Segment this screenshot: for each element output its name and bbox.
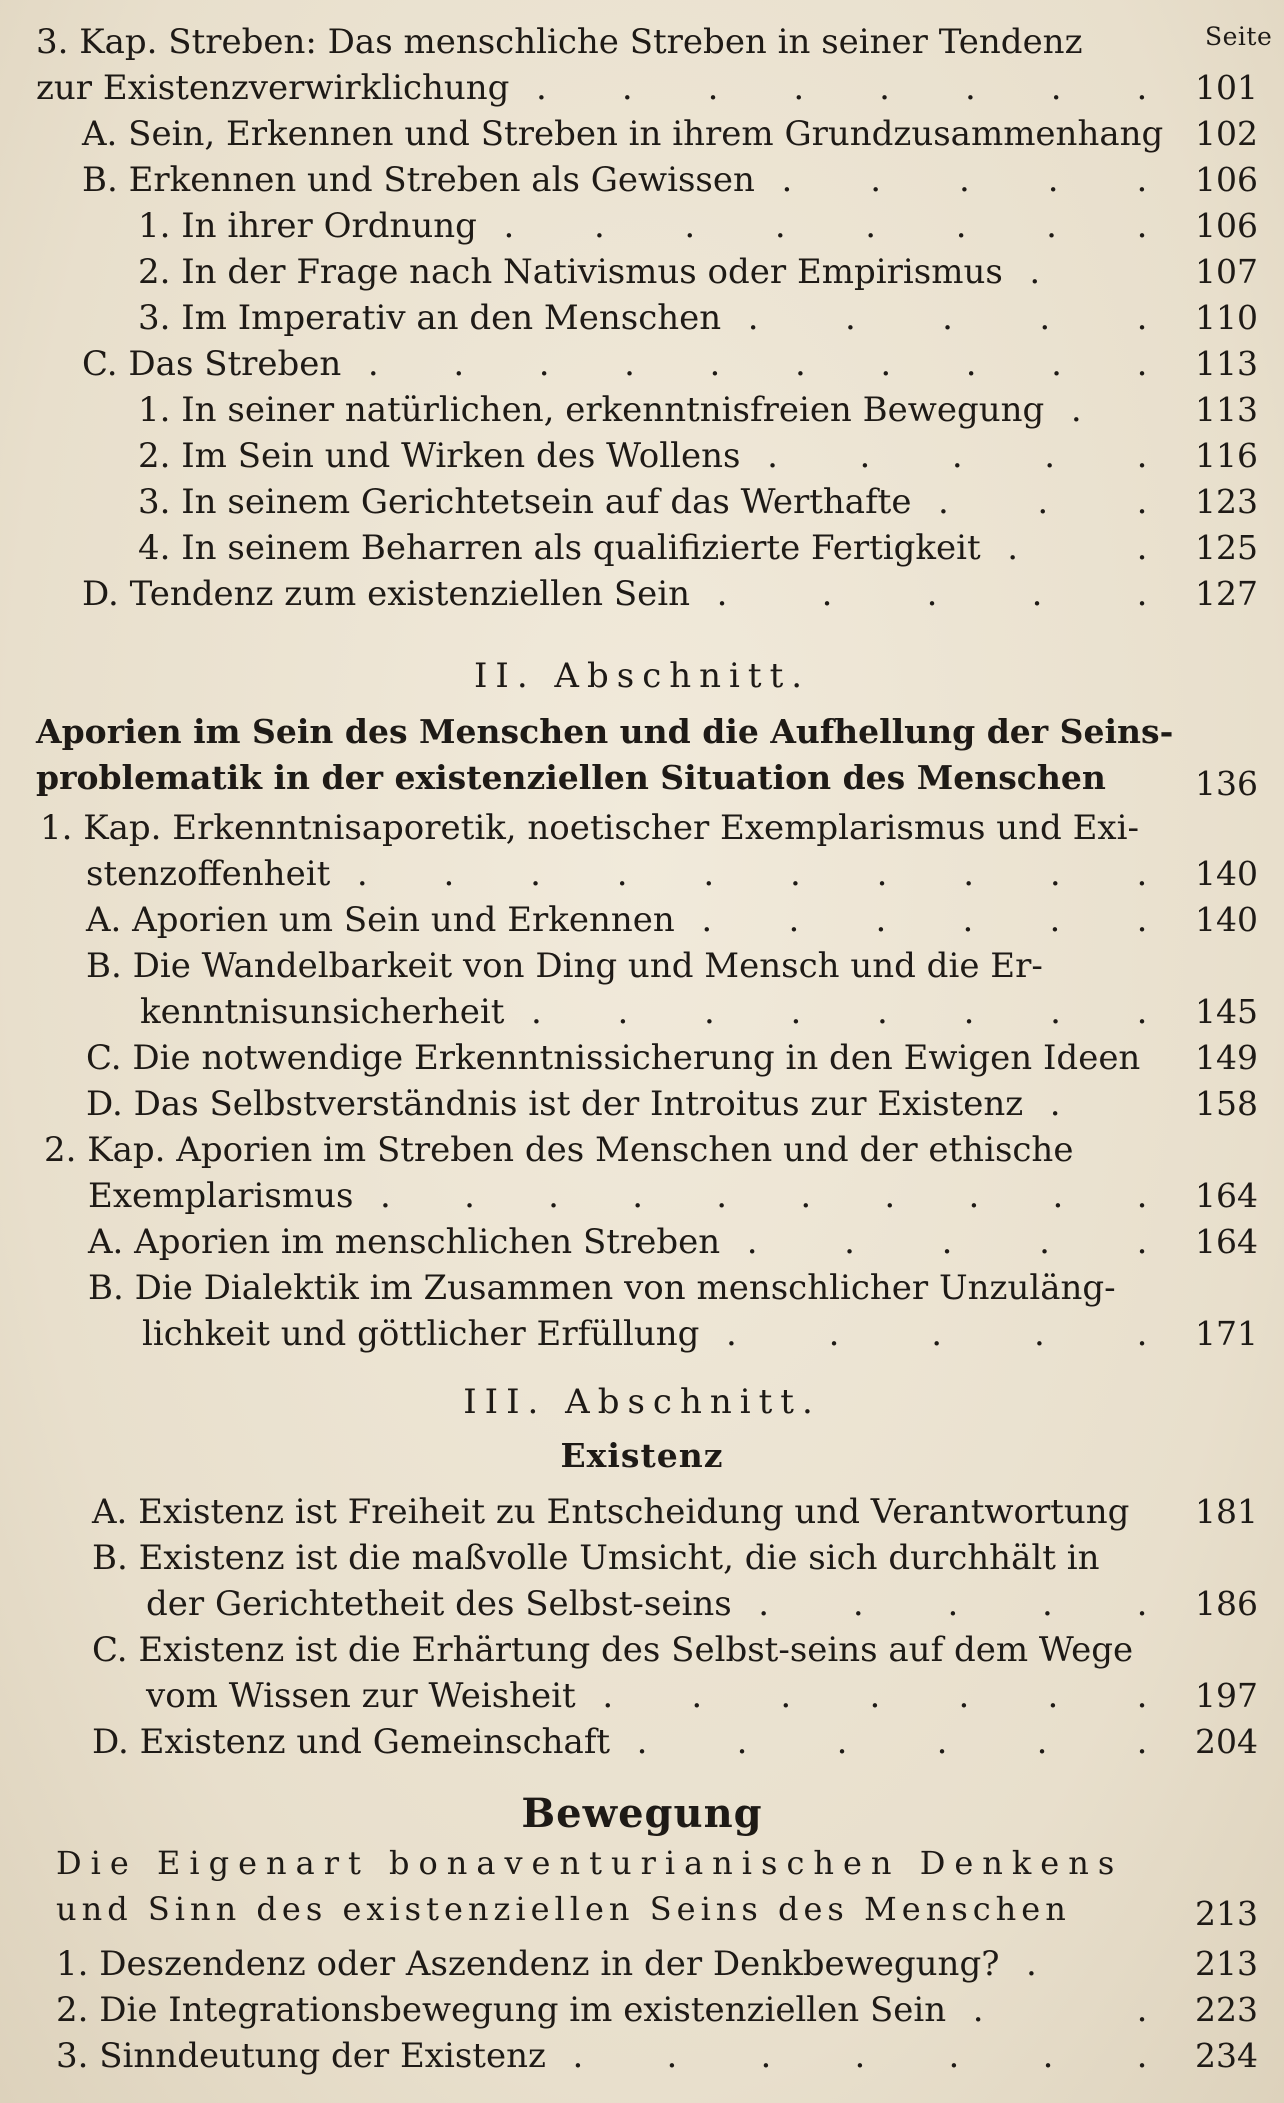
toc-line: [0, 160, 1284, 206]
section-3-heading: III. Abschnitt.: [463, 1382, 821, 1422]
toc-line-text: B. Die Dialektik im Zusammen von menschlicher Unzuläng-: [88, 1268, 1116, 1308]
dot-leader: [769, 160, 1160, 200]
dot-leader: [355, 344, 1160, 384]
leader-dot: .: [726, 1314, 737, 1354]
toc-line: [0, 2036, 1284, 2082]
toc-line-page: 213: [1195, 1944, 1258, 1983]
leader-dot: .: [701, 900, 713, 940]
leader-dot: .: [1050, 68, 1062, 108]
toc-line-page: 127: [1195, 574, 1258, 613]
toc-line-text: C. Die notwendige Erkenntnissicherung in den Ewigen Ideen: [86, 1038, 1141, 1078]
toc-line-page: 116: [1195, 436, 1258, 475]
dot-leader: [925, 482, 1160, 522]
leader-dot: .: [503, 206, 515, 246]
leader-dot: .: [1136, 1584, 1148, 1624]
leader-dot: .: [1136, 160, 1148, 200]
toc-line: [0, 298, 1284, 344]
dot-leader: [560, 2036, 1160, 2076]
toc-line-text: C. Das Streben: [82, 344, 342, 384]
leader-dot: .: [964, 68, 976, 108]
toc-line-page: 106: [1195, 160, 1258, 199]
toc-line: [0, 1314, 1284, 1360]
leader-dot: .: [636, 1722, 648, 1762]
toc-line-text: D. Das Selbstverständnis ist der Introitus zur Existenz: [86, 1084, 1024, 1124]
toc-line-text: kenntnisunsicherheit: [140, 992, 505, 1032]
leader-dot: .: [684, 206, 696, 246]
toc-line: [0, 574, 1284, 620]
leader-dot: .: [367, 344, 379, 384]
toc-line-text: 1. Deszendenz oder Aszendenz in der Denkbewegung?: [56, 1944, 1000, 1984]
leader-dot: .: [616, 854, 628, 894]
toc-line: [0, 206, 1284, 252]
dot-leader: [1037, 1084, 1160, 1124]
leader-dot: .: [963, 854, 975, 894]
leader-dot: .: [972, 1990, 984, 2030]
toc-line: [0, 344, 1284, 390]
toc-line-text: 2. Kap. Aporien im Streben des Menschen und der ethische: [44, 1130, 1074, 1170]
toc-line-text: 2. Die Integrationsbewegung im existenziellen Sein: [56, 1990, 947, 2030]
dot-leader: [960, 1990, 1160, 2030]
toc-line: [0, 252, 1284, 298]
dot-leader: [491, 206, 1160, 246]
toc-line-text: B. Die Wandelbarkeit von Ding und Mensch und die Er-: [86, 946, 1043, 986]
dot-leader: [590, 1676, 1160, 1716]
leader-dot: .: [747, 298, 759, 338]
leader-dot: .: [854, 2036, 866, 2076]
final-heading: Bewegung: [521, 1790, 763, 1837]
toc-line-page: 164: [1195, 1176, 1258, 1215]
leader-dot: .: [1037, 482, 1049, 522]
leader-dot: .: [1136, 854, 1148, 894]
leader-dot: .: [621, 68, 633, 108]
leader-dot: .: [1026, 1944, 1037, 1984]
toc-line-text: stenzoffenheit: [86, 854, 331, 894]
toc-line-page: 223: [1195, 1990, 1258, 2029]
leader-dot: .: [852, 1584, 864, 1624]
dot-leader: [713, 1314, 1160, 1354]
toc-line-page: 140: [1195, 900, 1258, 939]
toc-line-page: 110: [1195, 298, 1258, 337]
leader-dot: .: [1136, 206, 1148, 246]
leader-dot: .: [781, 160, 793, 200]
page-column-label: Seite: [1205, 22, 1273, 51]
leader-dot: .: [789, 854, 801, 894]
leader-dot: .: [800, 1176, 812, 1216]
dot-leader: [344, 854, 1160, 894]
toc-line: [0, 1268, 1284, 1314]
leader-dot: .: [936, 1722, 948, 1762]
toc-line-text: A. Sein, Erkennen und Streben in ihrem Grundzusammenhang: [82, 114, 1164, 154]
leader-dot: .: [1049, 854, 1061, 894]
toc-line-text: zur Existenzverwirklichung: [36, 68, 510, 108]
leader-dot: .: [870, 160, 882, 200]
leader-dot: .: [958, 1676, 970, 1716]
toc-line-page: 204: [1195, 1722, 1258, 1761]
toc-line-page: 123: [1195, 482, 1258, 521]
section-3-title: Existenz: [560, 1436, 724, 1475]
leader-dot: .: [1136, 1722, 1148, 1762]
toc-line-text: 2. Im Sein und Wirken des Wollens: [138, 436, 741, 476]
leader-dot: .: [821, 574, 833, 614]
toc-line-text: 2. In der Frage nach Nativismus oder Empirismus: [138, 252, 1003, 292]
leader-dot: .: [938, 482, 949, 522]
toc-line: [0, 992, 1284, 1038]
leader-dot: .: [1136, 1222, 1148, 1262]
leader-dot: .: [1047, 160, 1059, 200]
toc-line: [0, 1722, 1284, 1768]
leader-dot: .: [1036, 1722, 1048, 1762]
leader-dot: .: [884, 1176, 896, 1216]
toc-line-page: 181: [1195, 1492, 1258, 1531]
leader-dot: .: [877, 992, 888, 1032]
leader-dot: .: [443, 854, 455, 894]
leader-dot: .: [1039, 298, 1051, 338]
dot-leader: [523, 68, 1160, 108]
toc-line: [0, 22, 1284, 68]
leader-dot: .: [951, 436, 963, 476]
leader-dot: .: [1070, 390, 1082, 430]
toc-line-text: lichkeit und göttlicher Erfüllung: [142, 1314, 700, 1354]
leader-dot: .: [875, 900, 887, 940]
toc-line-text: C. Existenz ist die Erhärtung des Selbst-seins auf dem Wege: [92, 1630, 1134, 1670]
section-2-title-line-2: problematik in der existenziellen Situation des Menschen: [36, 758, 1106, 797]
leader-dot: .: [1049, 1084, 1061, 1124]
leader-dot: .: [1136, 1990, 1148, 2030]
leader-dot: .: [1136, 1676, 1148, 1716]
leader-dot: .: [709, 344, 721, 384]
leader-dot: .: [1049, 900, 1061, 940]
leader-dot: .: [1136, 528, 1148, 568]
leader-dot: .: [704, 992, 715, 1032]
toc-line-text: A. Aporien um Sein und Erkennen: [86, 900, 675, 940]
toc-line-page: 107: [1195, 252, 1258, 291]
toc-line-page: 145: [1195, 992, 1258, 1031]
leader-dot: .: [962, 900, 974, 940]
leader-dot: .: [1136, 68, 1148, 108]
toc-line-page: 113: [1195, 344, 1258, 383]
toc-line-text: B. Erkennen und Streben als Gewissen: [82, 160, 755, 200]
dot-leader: [754, 436, 1160, 476]
leader-dot: .: [736, 1722, 748, 1762]
toc-line-page: 140: [1195, 854, 1258, 893]
dot-leader: [1013, 1944, 1160, 1984]
toc-line: [0, 1130, 1284, 1176]
toc-line-text: D. Tendenz zum existenziellen Sein: [82, 574, 691, 614]
leader-dot: .: [879, 68, 890, 108]
dot-leader: [624, 1722, 1160, 1762]
toc-line: [0, 68, 1284, 114]
toc-line: [0, 482, 1284, 528]
dot-leader: [735, 298, 1160, 338]
leader-dot: .: [774, 206, 786, 246]
toc-line: [0, 1584, 1284, 1630]
leader-dot: .: [1033, 1314, 1045, 1354]
leader-dot: .: [959, 160, 970, 200]
toc-line-text: A. Existenz ist Freiheit zu Entscheidung und Verantwortung: [92, 1492, 1130, 1532]
leader-dot: .: [666, 2036, 678, 2076]
toc-line-page: 101: [1195, 68, 1258, 107]
leader-dot: .: [931, 1314, 943, 1354]
leader-dot: .: [1050, 992, 1061, 1032]
leader-dot: .: [794, 344, 806, 384]
leader-dot: .: [793, 68, 805, 108]
leader-dot: .: [963, 992, 975, 1032]
leader-dot: .: [1042, 1584, 1053, 1624]
leader-dot: .: [1052, 1176, 1064, 1216]
toc-line-page: 113: [1195, 390, 1258, 429]
leader-dot: .: [1007, 528, 1019, 568]
toc-line: [0, 900, 1284, 946]
leader-dot: .: [380, 1176, 391, 1216]
toc-line: [0, 1676, 1284, 1722]
toc-line-text: 1. In seiner natürlichen, erkenntnisfreien Bewegung: [138, 390, 1045, 430]
leader-dot: .: [760, 2036, 772, 2076]
leader-dot: .: [1136, 900, 1148, 940]
leader-dot: .: [1046, 206, 1057, 246]
leader-dot: .: [356, 854, 368, 894]
toc-line: [0, 808, 1284, 854]
final-line-2: und Sinn des existenziellen Seins des Menschen: [56, 1890, 1071, 1928]
toc-line-page: 149: [1195, 1038, 1258, 1077]
dot-leader: [689, 900, 1160, 940]
leader-dot: .: [691, 1676, 703, 1716]
section-2-heading: II. Abschnitt.: [473, 656, 811, 696]
leader-dot: .: [780, 1676, 792, 1716]
leader-dot: .: [453, 344, 465, 384]
leader-dot: .: [828, 1314, 840, 1354]
leader-dot: .: [624, 344, 635, 384]
leader-dot: .: [1039, 1222, 1050, 1262]
toc-line: [0, 1084, 1284, 1130]
toc-line-page: 106: [1195, 206, 1258, 245]
leader-dot: .: [602, 1676, 614, 1716]
leader-dot: .: [536, 68, 547, 108]
toc-line-page: 186: [1195, 1584, 1258, 1623]
leader-dot: .: [941, 1222, 953, 1262]
leader-dot: .: [617, 992, 629, 1032]
leader-dot: .: [548, 1176, 559, 1216]
leader-dot: .: [876, 854, 888, 894]
leader-dot: .: [1031, 574, 1043, 614]
toc-line: [0, 1492, 1284, 1538]
dot-leader: [734, 1222, 1160, 1262]
leader-dot: .: [859, 436, 871, 476]
toc-line: [0, 946, 1284, 992]
dot-leader: [995, 528, 1160, 568]
leader-dot: .: [1042, 2036, 1054, 2076]
toc-line: [0, 1630, 1284, 1676]
toc-line-text: 1. In ihrer Ordnung: [138, 206, 477, 246]
leader-dot: .: [572, 2036, 584, 2076]
toc-line: [0, 528, 1284, 574]
leader-dot: .: [1029, 252, 1041, 292]
dot-leader: [746, 1584, 1160, 1624]
leader-dot: .: [965, 344, 977, 384]
leader-dot: .: [716, 574, 728, 614]
leader-dot: .: [716, 1176, 728, 1216]
section-2-title-line-1: Aporien im Sein des Menschen und die Aufhellung der Seins-: [36, 712, 1174, 751]
final-line-2-page: 213: [1195, 1894, 1258, 1933]
leader-dot: .: [530, 854, 541, 894]
leader-dot: .: [703, 854, 715, 894]
leader-dot: .: [1136, 482, 1148, 522]
toc-line: [0, 1990, 1284, 2036]
leader-dot: .: [632, 1176, 644, 1216]
toc-line: [0, 1038, 1284, 1084]
leader-dot: .: [746, 1222, 758, 1262]
final-line-1: Die Eigenart bonaventurianischen Denkens: [56, 1844, 1124, 1882]
leader-dot: .: [880, 344, 892, 384]
toc-line-page: 102: [1195, 114, 1258, 153]
toc-line-text: 3. Sinndeutung der Existenz: [56, 2036, 546, 2076]
leader-dot: .: [790, 992, 802, 1032]
toc-line: [0, 114, 1284, 160]
toc-line: [0, 1222, 1284, 1268]
toc-line-page: 158: [1195, 1084, 1258, 1123]
toc-line: [0, 1176, 1284, 1222]
leader-dot: .: [844, 1222, 855, 1262]
toc-line-text: 1. Kap. Erkenntnisaporetik, noetischer Exemplarismus und Exi-: [40, 808, 1139, 848]
leader-dot: .: [767, 436, 778, 476]
toc-line-text: 3. Kap. Streben: Das menschliche Streben in seiner Tendenz: [36, 22, 1083, 62]
leader-dot: .: [926, 574, 938, 614]
toc-line-page: 197: [1195, 1676, 1258, 1715]
dot-leader: [1058, 390, 1160, 430]
toc-line-page: 125: [1195, 528, 1258, 567]
leader-dot: .: [1136, 992, 1148, 1032]
leader-dot: .: [538, 344, 550, 384]
dot-leader: [518, 992, 1160, 1032]
leader-dot: .: [593, 206, 605, 246]
leader-dot: .: [758, 1584, 770, 1624]
leader-dot: .: [844, 298, 856, 338]
toc-line-text: 4. In seinem Beharren als qualifizierte Fertigkeit: [138, 528, 981, 568]
leader-dot: .: [869, 1676, 881, 1716]
toc-line: [0, 436, 1284, 482]
leader-dot: .: [947, 1584, 959, 1624]
toc-line-text: 3. In seinem Gerichtetsein auf das Werthafte: [138, 482, 912, 522]
leader-dot: .: [530, 992, 542, 1032]
toc-line-text: Exemplarismus: [88, 1176, 354, 1216]
leader-dot: .: [942, 298, 953, 338]
leader-dot: .: [1136, 436, 1148, 476]
leader-dot: .: [1136, 574, 1148, 614]
leader-dot: .: [1136, 1176, 1148, 1216]
toc-line: [0, 1944, 1284, 1990]
toc-line-text: vom Wissen zur Weisheit: [146, 1676, 576, 1716]
leader-dot: .: [1044, 436, 1055, 476]
leader-dot: .: [1051, 344, 1062, 384]
leader-dot: .: [968, 1176, 980, 1216]
leader-dot: .: [1136, 1314, 1148, 1354]
dot-leader: [1017, 252, 1160, 292]
section-2-title-page: 136: [1195, 764, 1258, 803]
toc-line-text: B. Existenz ist die maßvolle Umsicht, die sich durchhält in: [92, 1538, 1100, 1578]
leader-dot: .: [865, 206, 877, 246]
leader-dot: .: [1136, 344, 1148, 384]
dot-leader: [367, 1176, 1160, 1216]
toc-line-page: 234: [1195, 2036, 1258, 2075]
toc-line-page: 171: [1195, 1314, 1258, 1353]
toc-line: [0, 1538, 1284, 1584]
leader-dot: .: [1136, 2036, 1148, 2076]
leader-dot: .: [707, 68, 719, 108]
leader-dot: .: [948, 2036, 960, 2076]
toc-line-text: A. Aporien im menschlichen Streben: [88, 1222, 721, 1262]
toc-line: [0, 390, 1284, 436]
leader-dot: .: [1136, 298, 1148, 338]
dot-leader: [704, 574, 1160, 614]
leader-dot: .: [1047, 1676, 1059, 1716]
leader-dot: .: [788, 900, 800, 940]
leader-dot: .: [836, 1722, 848, 1762]
toc-line-text: 3. Im Imperativ an den Menschen: [138, 298, 722, 338]
leader-dot: .: [464, 1176, 475, 1216]
toc-line-text: D. Existenz und Gemeinschaft: [92, 1722, 611, 1762]
toc-line-page: 164: [1195, 1222, 1258, 1261]
toc-line-text: der Gerichtetheit des Selbst-seins: [146, 1584, 732, 1624]
leader-dot: .: [955, 206, 967, 246]
toc-line: [0, 854, 1284, 900]
